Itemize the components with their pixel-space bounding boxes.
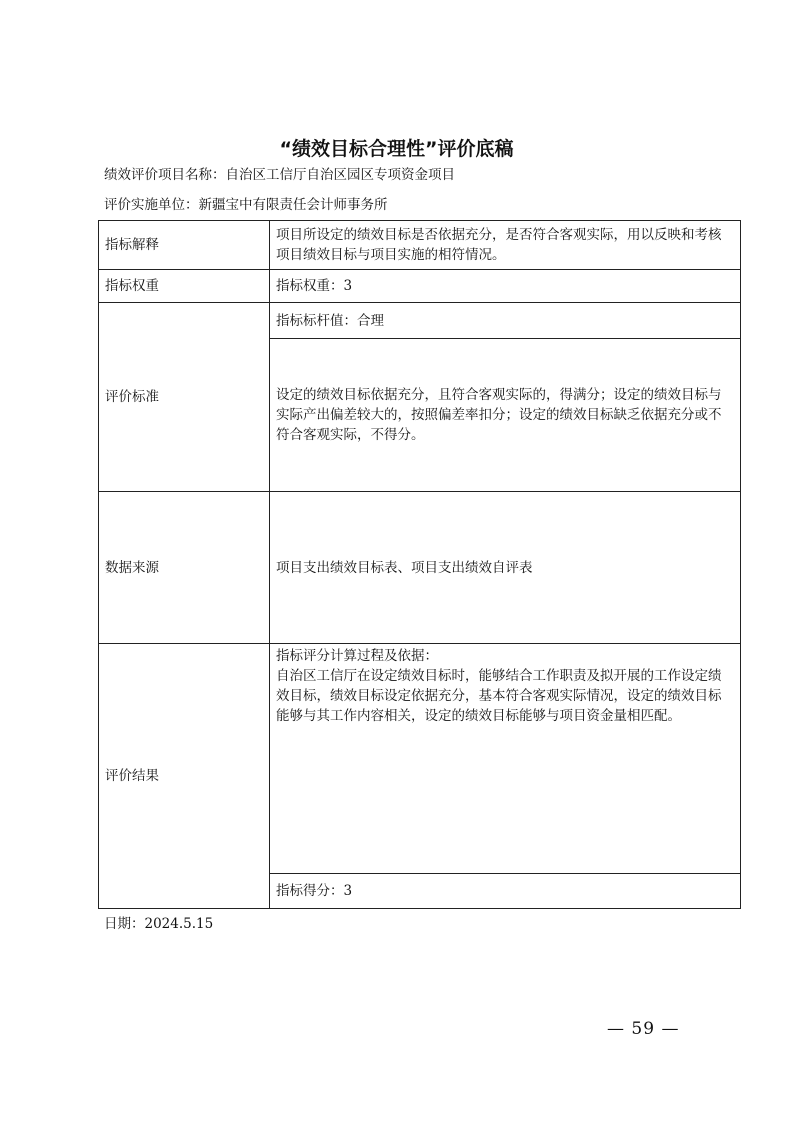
page-number: — 59 —	[607, 1019, 680, 1039]
row-label-source: 数据来源	[99, 492, 270, 644]
row-label-explanation: 指标解释	[99, 221, 270, 270]
row-value-source: 项目支出绩效目标表、项目支出绩效自评表	[270, 492, 741, 644]
page-title: “绩效目标合理性”评价底稿	[279, 138, 514, 160]
row-value-explanation: 项目所设定的绩效目标是否依据充分，是否符合客观实际，用以反映和考核项目绩效目标与项目实施的相符情况。	[270, 221, 741, 270]
row-label-result: 评价结果	[99, 644, 270, 909]
date: 日期：2024.5.15	[104, 916, 214, 932]
row-value-benchmark: 指标标杆值：合理	[270, 303, 741, 339]
evaluator: 评价实施单位：新疆宝中有限责任会计师事务所	[104, 197, 388, 213]
row-label-weight: 指标权重	[99, 270, 270, 303]
table-row	[99, 644, 741, 874]
table-row	[99, 303, 741, 339]
row-value-score: 指标得分：3	[270, 874, 741, 909]
table-row	[99, 221, 741, 270]
row-value-result-process	[270, 644, 741, 874]
table-row	[99, 492, 741, 644]
row-value-weight: 指标权重：3	[270, 270, 741, 303]
table-row	[99, 270, 741, 303]
result-process-title: 指标评分计算过程及依据：	[276, 648, 438, 664]
result-process-text: 自治区工信厅在设定绩效目标时，能够结合工作职责及拟开展的工作设定绩效目标，绩效目标设定依据充分，基本符合客观实际情况，设定的绩效目标能够与其工作内容相关，设定的绩效目标能够与项目资金量相匹配。	[276, 668, 722, 724]
project-name: 绩效评价项目名称：自治区工信厅自治区园区专项资金项目	[104, 167, 455, 183]
row-label-criteria: 评价标准	[99, 303, 270, 492]
row-value-criteria: 设定的绩效目标依据充分，且符合客观实际的，得满分；设定的绩效目标与实际产出偏差较大的，按照偏差率扣分；设定的绩效目标缺乏依据充分或不符合客观实际，不得分。	[270, 339, 741, 492]
evaluation-table	[98, 220, 741, 909]
